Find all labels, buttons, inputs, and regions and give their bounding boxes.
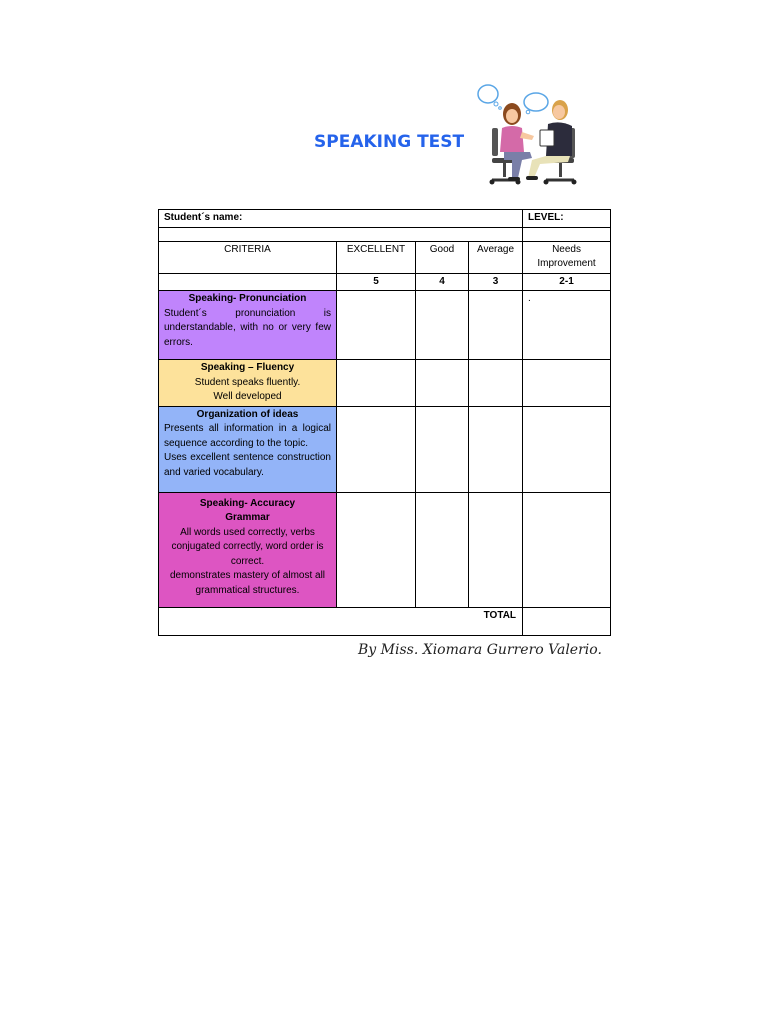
criteria-header: CRITERIA (159, 241, 337, 273)
rating-cell[interactable] (416, 406, 469, 492)
rating-cell[interactable] (416, 291, 469, 360)
criterion-organization (159, 406, 337, 492)
score-needs-improvement: 2-1 (523, 273, 611, 291)
rating-cell[interactable] (523, 492, 611, 607)
student-name-cell (159, 210, 523, 228)
rating-cell[interactable] (337, 406, 416, 492)
criterion-title: Speaking – Fluency (200, 362, 295, 373)
needs-improvement-header: Needs Improvement (523, 241, 611, 273)
score-blank-cell (159, 273, 337, 291)
criterion-description: Student´s pronunciation is understandable, with no or very few errors. (164, 307, 331, 348)
author-signature: By Miss. Xiomara Gurrero Valerio. (358, 642, 602, 658)
rating-cell[interactable] (416, 360, 469, 407)
rating-cell[interactable] (337, 492, 416, 607)
page-title: SPEAKING TEST (314, 132, 465, 152)
criterion-title: Organization of ideas (196, 408, 299, 420)
rating-cell[interactable] (469, 291, 523, 360)
score-excellent: 5 (337, 273, 416, 291)
criterion-fluency (159, 360, 337, 407)
level-blank-cell (523, 227, 611, 241)
level-label: LEVEL: (528, 212, 564, 223)
score-average: 3 (469, 273, 523, 291)
rating-cell[interactable] (469, 360, 523, 407)
rating-cell[interactable] (523, 406, 611, 492)
two-people-talking-icon (474, 80, 592, 192)
rating-cell[interactable] (523, 291, 611, 360)
rating-cell[interactable] (469, 492, 523, 607)
student-name-label: Student´s name: (164, 212, 243, 223)
criterion-line: Student speaks fluently. (194, 376, 301, 388)
total-value-cell[interactable] (523, 607, 611, 635)
student-name-blank-cell (159, 227, 523, 241)
good-header: Good (416, 241, 469, 273)
total-label: TOTAL (483, 609, 517, 621)
excellent-header: EXCELLENT (337, 241, 416, 273)
rating-cell[interactable] (416, 492, 469, 607)
total-label-cell (159, 607, 523, 635)
score-good: 4 (416, 273, 469, 291)
criterion-pronunciation (159, 291, 337, 360)
rubric-table (158, 209, 611, 636)
criterion-line: All words used correctly, verbs conjugated correctly, word order is correct. (171, 526, 324, 567)
rating-cell[interactable] (469, 406, 523, 492)
criterion-line: Well developed (213, 391, 282, 402)
criterion-title: Speaking- Pronunciation (188, 293, 307, 304)
average-header: Average (469, 241, 523, 273)
level-cell (523, 210, 611, 228)
rating-cell[interactable] (337, 291, 416, 360)
criterion-line: Uses excellent sentence construction and varied vocabulary. (164, 452, 331, 478)
rating-cell[interactable] (523, 360, 611, 407)
criterion-line: Presents all information in a logical sequence according to the topic. (164, 423, 331, 449)
rating-cell[interactable] (337, 360, 416, 407)
criterion-accuracy (159, 492, 337, 607)
criterion-line: demonstrates mastery of almost all grammatical structures. (169, 570, 326, 596)
criterion-title: Speaking- Accuracy Grammar (199, 497, 296, 523)
pron-mark: . (528, 293, 531, 304)
